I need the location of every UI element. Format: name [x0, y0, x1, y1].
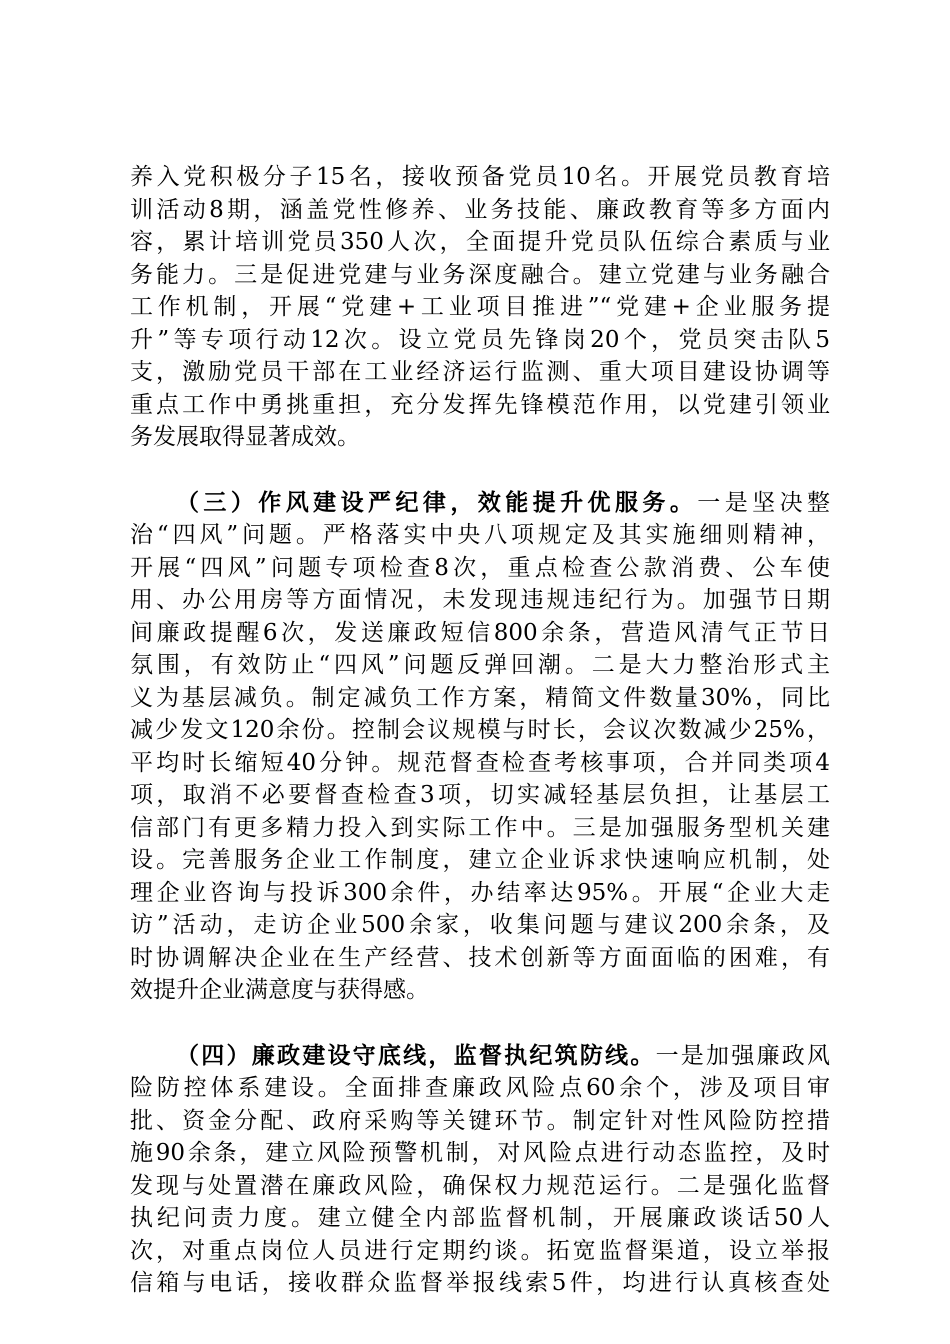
text-line: 访”活动，走访企业500余家，收集问题与建议200余条，及	[130, 912, 830, 938]
text-line: 批、资金分配、政府采购等关键环节。制定针对性风险防控措	[130, 1107, 830, 1134]
text-line: 务发展取得显著成效。	[130, 424, 360, 450]
text-line: 平均时长缩短40分钟。规范督查检查考核事项，合并同类项4	[130, 749, 830, 776]
text-line: 义为基层减负。制定减负工作方案，精简文件数量30%，同比	[130, 684, 830, 711]
text-run: 一是坚决整	[697, 489, 830, 516]
text-run: 一是加强廉政风	[655, 1042, 830, 1069]
text-line: 重点工作中勇挑重担，充分发挥先锋模范作用，以党建引领业	[130, 391, 830, 418]
text-line: 支，激励党员干部在工业经济运行监测、重大项目建设协调等	[130, 359, 830, 385]
text-line: 次，对重点岗位人员进行定期约谈。拓宽监督渠道，设立举报	[130, 1237, 830, 1264]
section-heading: （三）作风建设严纪律，效能提升优服务。	[176, 488, 698, 516]
section-heading: （四）廉政建设守底线，监督执纪筑防线。	[176, 1041, 656, 1069]
paragraph-2	[130, 487, 830, 1007]
text-line: 信部门有更多精力投入到实际工作中。三是加强服务型机关建	[130, 814, 830, 841]
text-line: 养入党积极分子15名，接收预备党员10名。开展党员教育培	[130, 164, 830, 190]
text-line: 时协调解决企业在生产经营、技术创新等方面面临的困难，有	[130, 944, 830, 971]
text-line: 训活动8期，涵盖党性修养、业务技能、廉政教育等多方面内	[130, 196, 830, 223]
text-line: 理企业咨询与投诉300余件，办结率达95%。开展“企业大走	[130, 879, 830, 906]
text-line: 升”等专项行动12次。设立党员先锋岗20个，党员突击队5	[130, 326, 830, 353]
text-line: 设。完善服务企业工作制度，建立企业诉求快速响应机制，处	[130, 847, 830, 873]
text-line: 施90余条，建立风险预警机制，对风险点进行动态监控，及时	[130, 1140, 830, 1166]
text-line: 工作机制，开展“党建+工业项目推进”“党建+企业服务提	[130, 294, 830, 320]
text-line: 项，取消不必要督查检查3项，切实减轻基层负担，让基层工	[130, 782, 830, 808]
paragraph-spacer	[130, 1007, 830, 1040]
paragraph-spacer	[130, 454, 830, 487]
text-line: 开展“四风”问题专项检查8次，重点检查公款消费、公车使	[130, 554, 830, 581]
text-line: 效提升企业满意度与获得感。	[130, 977, 429, 1003]
text-line: 险防控体系建设。全面排查廉政风险点60余个，涉及项目审	[130, 1075, 830, 1101]
text-line: 执纪问责力度。建立健全内部监督机制，开展廉政谈话50人	[130, 1205, 830, 1231]
paragraph-1	[130, 161, 830, 454]
paragraph-first-line	[130, 1040, 830, 1073]
text-line: 容，累计培训党员350人次，全面提升党员队伍综合素质与业	[130, 229, 830, 255]
text-line: 务能力。三是促进党建与业务深度融合。建立党建与业务融合	[130, 261, 830, 288]
paragraph-first-line	[130, 487, 830, 520]
text-line: 间廉政提醒6次，发送廉政短信800余条，营造风清气正节日	[130, 619, 830, 646]
text-line: 用、办公用房等方面情况，未发现违规违纪行为。加强节日期	[130, 587, 830, 613]
text-line: 发现与处置潜在廉政风险，确保权力规范运行。二是强化监督	[130, 1172, 830, 1199]
text-line: 减少发文120余份。控制会议规模与时长，会议次数减少25%，	[130, 717, 830, 743]
text-line: 信箱与电话，接收群众监督举报线索5件，均进行认真核查处	[130, 1270, 830, 1296]
document-page	[130, 161, 830, 1300]
paragraph-3	[130, 1040, 830, 1300]
text-line: 氛围，有效防止“四风”问题反弹回潮。二是大力整治形式主	[130, 652, 830, 678]
text-line: 治“四风”问题。严格落实中央八项规定及其实施细则精神，	[130, 522, 830, 548]
